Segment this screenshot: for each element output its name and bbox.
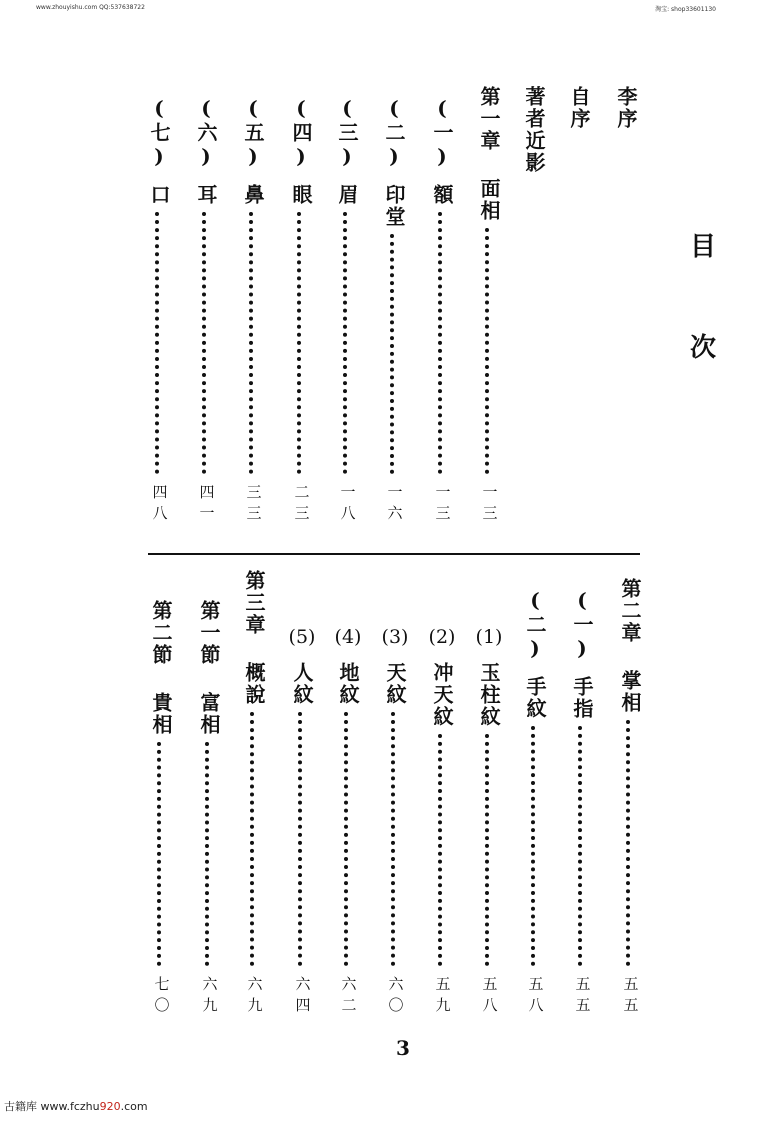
footer-prefix: 古籍库 www.fczhu: [4, 1100, 100, 1113]
toc-page: 一三: [433, 484, 452, 526]
toc-page: 六九: [245, 976, 264, 1018]
leader-dots: [155, 212, 163, 474]
leader-dots: [626, 720, 634, 966]
toc-page: 一六: [385, 484, 404, 526]
toc-num: (五): [241, 96, 265, 170]
leader-dots: [438, 734, 446, 966]
toc-num: (四): [289, 96, 313, 170]
leader-dots: [157, 742, 165, 966]
toc-entry-3[interactable]: [334, 96, 360, 526]
leader-dots: [390, 234, 398, 474]
toc-label: 第二章 掌相: [618, 578, 642, 714]
footer-accent: 920: [99, 1100, 121, 1113]
title-char-mu: 目: [690, 232, 717, 262]
toc-label: 著者近影: [522, 86, 546, 174]
toc-label: 耳: [194, 184, 218, 206]
toc-entry-7[interactable]: [146, 96, 172, 526]
toc-label: 第二節 貴相: [149, 600, 173, 736]
toc-num: (一): [570, 588, 594, 662]
toc-num: (六): [194, 96, 218, 170]
toc-entry-ch2-line3[interactable]: [382, 626, 408, 1018]
toc-label: 第一章 面相: [477, 86, 501, 222]
section-divider: [148, 553, 640, 555]
toc-label: 地紋: [336, 662, 360, 706]
toc-label: 眉: [335, 184, 359, 206]
toc-page: 五九: [433, 976, 452, 1018]
toc-num: (一): [430, 96, 454, 170]
leader-dots: [531, 726, 539, 966]
toc-label: 眼: [289, 184, 313, 206]
toc-entry-ch2[interactable]: [617, 578, 643, 1018]
toc-entry-ch2-2[interactable]: [522, 588, 548, 1018]
toc-label: 冲天紋: [430, 662, 454, 728]
toc-page: 三三: [244, 484, 263, 526]
toc-entry-1[interactable]: [429, 96, 455, 526]
header-right-text: 淘宝: shop33601130: [655, 6, 716, 13]
leader-dots: [205, 742, 213, 966]
toc-page: 一三: [480, 484, 499, 526]
toc-num: (七): [147, 96, 171, 170]
toc-label: 李序: [614, 86, 638, 130]
page-number: 3: [396, 1036, 410, 1060]
toc-entry-ch2-1[interactable]: [569, 588, 595, 1018]
toc-label: 印堂: [382, 184, 406, 228]
toc-entry-ch2-line4[interactable]: [335, 626, 361, 1018]
toc-label: 人紋: [290, 662, 314, 706]
toc-page: 四八: [150, 484, 169, 526]
leader-dots: [344, 712, 352, 966]
toc-label: 第三章 概說: [242, 570, 266, 706]
toc-entry-sec1[interactable]: [196, 600, 222, 1018]
toc-entry-4[interactable]: [288, 96, 314, 526]
toc-entry-2[interactable]: [381, 96, 407, 526]
toc-page: 七〇: [152, 976, 171, 1018]
toc-num: (4): [334, 626, 362, 648]
toc-label: 第一節 富相: [197, 600, 221, 736]
leader-dots: [297, 212, 305, 474]
toc-num: (2): [428, 626, 456, 648]
toc-label: 玉柱紋: [477, 662, 501, 728]
toc-label: 手指: [570, 676, 594, 720]
toc-entry-ch1[interactable]: [476, 86, 502, 526]
toc-num: (1): [475, 626, 503, 648]
toc-label: 鼻: [241, 184, 265, 206]
footer-watermark[interactable]: [4, 1098, 148, 1114]
toc-front-preface-li[interactable]: [613, 86, 639, 130]
toc-label: 手紋: [523, 676, 547, 720]
toc-page: 一八: [338, 484, 357, 526]
toc-page: 五八: [480, 976, 499, 1018]
toc-label: 天紋: [383, 662, 407, 706]
toc-label: 口: [147, 184, 171, 206]
toc-label: 額: [430, 184, 454, 206]
leader-dots: [438, 212, 446, 474]
leader-dots: [298, 712, 306, 966]
leader-dots: [343, 212, 351, 474]
header-left-text: www.zhouyishu.com QQ:537638722: [36, 4, 145, 11]
toc-entry-6[interactable]: [193, 96, 219, 526]
footer-suffix: .com: [120, 1100, 148, 1113]
toc-entry-ch2-line5[interactable]: [289, 626, 315, 1018]
toc-entry-5[interactable]: [240, 96, 266, 526]
toc-page: 六四: [293, 976, 312, 1018]
toc-num: (二): [382, 96, 406, 170]
toc-front-preface-self[interactable]: [566, 86, 592, 130]
leader-dots: [250, 712, 258, 966]
toc-entry-sec2[interactable]: [148, 600, 174, 1018]
toc-entry-ch2-line1[interactable]: [476, 626, 502, 1018]
toc-num: (三): [335, 96, 359, 170]
leader-dots: [578, 726, 586, 966]
leader-dots: [485, 228, 493, 474]
toc-page: 五八: [526, 976, 545, 1018]
leader-dots: [202, 212, 210, 474]
toc-num: (5): [288, 626, 316, 648]
title-char-ci: 次: [690, 333, 717, 363]
toc-page: 四一: [197, 484, 216, 526]
toc-num: (二): [523, 588, 547, 662]
toc-page: 六二: [339, 976, 358, 1018]
toc-page: 五五: [621, 976, 640, 1018]
leader-dots: [249, 212, 257, 474]
toc-label: 自序: [567, 86, 591, 130]
leader-dots: [485, 734, 493, 966]
toc-page: 六〇: [386, 976, 405, 1018]
toc-front-author-photo[interactable]: [521, 86, 547, 174]
toc-page: 二三: [292, 484, 311, 526]
toc-entry-ch3[interactable]: [241, 570, 267, 1018]
toc-entry-ch2-line2[interactable]: [429, 626, 455, 1018]
leader-dots: [391, 712, 399, 966]
toc-num: (3): [381, 626, 409, 648]
toc-page: 五五: [573, 976, 592, 1018]
toc-page: 六九: [200, 976, 219, 1018]
